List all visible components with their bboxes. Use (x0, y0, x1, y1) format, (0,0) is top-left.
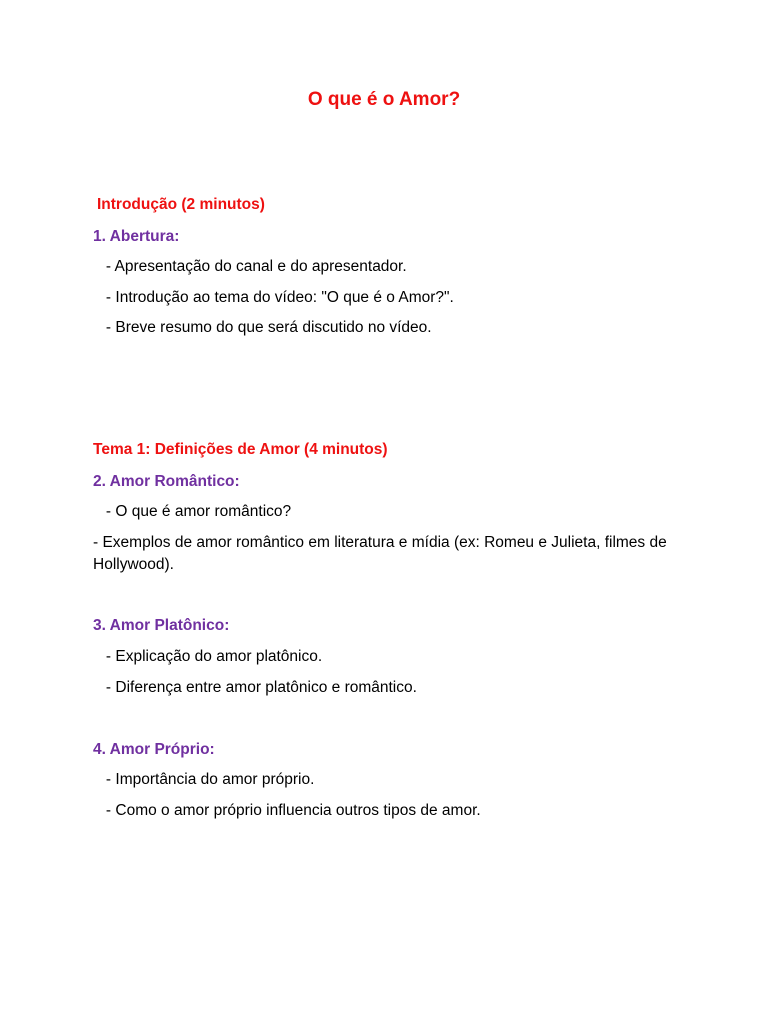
list-item: - Como o amor próprio influencia outros tipos de amor. (93, 802, 481, 819)
list-item: - Apresentação do canal e do apresentador. (93, 258, 407, 275)
section-heading-tema-1: Tema 1: Definições de Amor (4 minutos) (93, 441, 388, 458)
subsection-heading-amor-proprio: 4. Amor Próprio: (93, 741, 215, 758)
list-item: - Diferença entre amor platônico e romântico. (93, 679, 417, 696)
list-item: - Exemplos de amor romântico em literatura e mídia (ex: Romeu e Julieta, filmes de Hollywood). (93, 534, 667, 573)
list-item: - Breve resumo do que será discutido no vídeo. (93, 319, 432, 336)
list-item: - Introdução ao tema do vídeo: "O que é o Amor?". (93, 289, 454, 306)
document-title: O que é o Amor? (307, 89, 461, 110)
subsection-heading-amor-platonico: 3. Amor Platônico: (93, 617, 230, 634)
list-item: - Importância do amor próprio. (93, 771, 315, 788)
subsection-heading-amor-romantico: 2. Amor Romântico: (93, 473, 240, 490)
subsection-heading-abertura: 1. Abertura: (93, 228, 180, 245)
list-item: - O que é amor romântico? (93, 503, 292, 520)
section-heading-introducao: Introdução (2 minutos) (97, 196, 265, 213)
list-item: - Explicação do amor platônico. (93, 648, 323, 665)
